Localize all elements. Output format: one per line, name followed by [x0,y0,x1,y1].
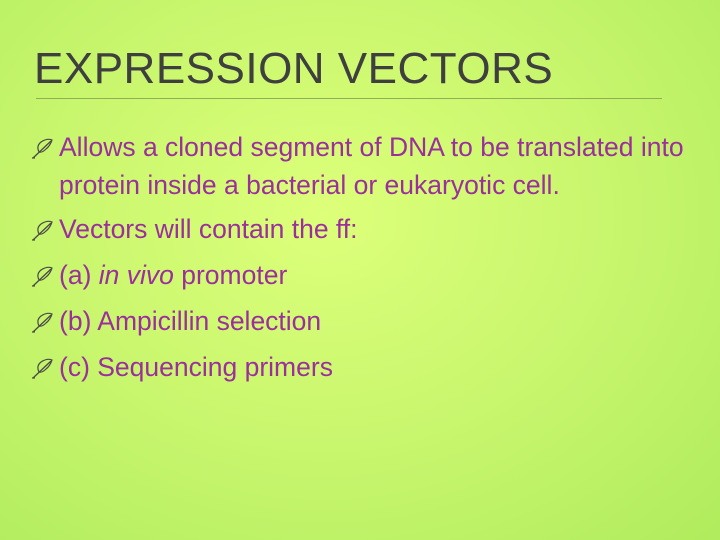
title-underline [36,98,662,99]
slide-title: EXPRESSION VECTORS [34,44,554,93]
bullet-text: (c) Sequencing primers [59,352,333,382]
bullet-item [30,128,700,204]
feather-pen-icon [30,358,54,380]
feather-pen-icon [30,220,54,242]
feather-pen-icon [30,138,54,160]
feather-pen-icon [30,266,54,288]
bullet-item [30,208,700,250]
bullet-text-italic: in vivo [98,260,174,290]
bullet-text-prefix: (a) [59,260,99,290]
bullet-text: Allows a cloned segment of DNA to be translated into protein inside a bacterial or eukaryotic cell. [59,132,684,200]
bullet-item [30,254,700,296]
bullet-item [30,346,700,388]
bullet-text-suffix: promoter [173,260,288,290]
bullet-text: Vectors will contain the ff: [59,214,358,244]
feather-pen-icon [30,312,54,334]
bullet-list [30,128,700,392]
bullet-item [30,300,700,342]
bullet-text: (b) Ampicillin selection [59,306,322,336]
